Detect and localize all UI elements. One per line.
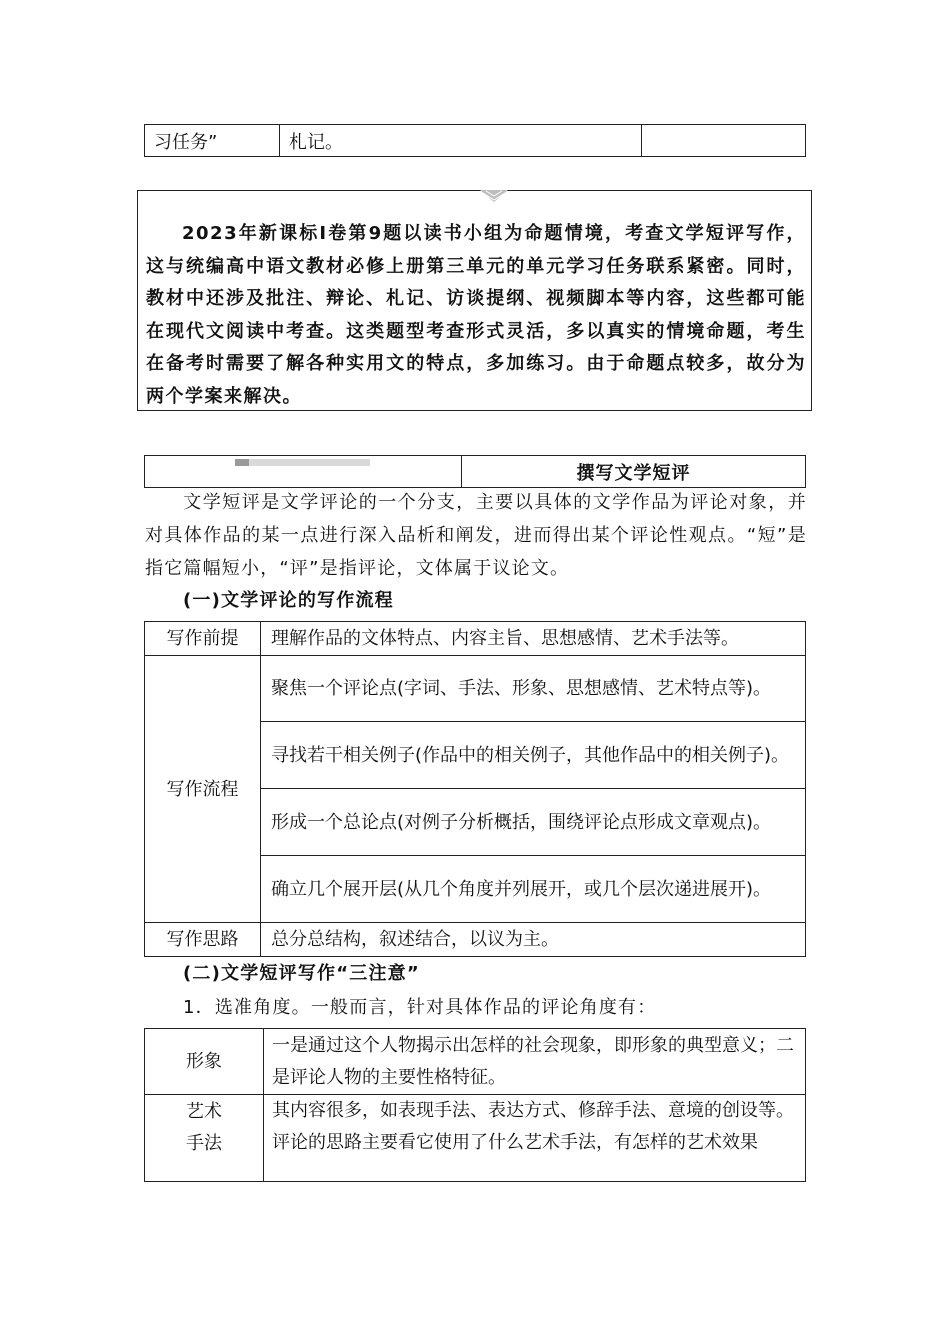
process-step: 确立几个展开层(从几个角度并列展开，或几个层次递进展开)。 [261, 856, 806, 923]
grey-placeholder-bar [235, 459, 370, 466]
process-label: 写作流程 [145, 656, 261, 923]
process-step: 寻找若干相关例子(作品中的相关例子，其他作品中的相关例子)。 [261, 722, 806, 789]
definition-paragraph [145, 486, 807, 585]
idea-text: 总分总结构，叙述结合，以议为主。 [261, 923, 806, 957]
image-text: 一是通过这个人物揭示出怎样的社会现象，即形象的典型意义；二是评论人物的主要性格特征。 [264, 1029, 806, 1095]
art-technique-label [145, 1095, 264, 1182]
premise-text: 理解作品的文体特点、内容主旨、思想感情、艺术手法等。 [261, 622, 806, 656]
label-line: 手法 [186, 1133, 222, 1154]
box-tab-icon [480, 190, 508, 204]
top-table-cell [642, 125, 806, 157]
idea-label: 写作思路 [145, 923, 261, 957]
point-one-text: 1．选准角度。一般而言，针对具体作品的评论角度有： [183, 997, 657, 1018]
intro-text: 2023年新课标Ⅰ卷第9题以读书小组为命题情境，考查文学短评写作，这与统编高中语文教材必修上册第三单元的单元学习任务联系紧密。同时，教材中还涉及批注、辩论、札记、访谈提纲、视频脚本等内容，这些都可能在现代文阅读中考查。这类题型考查形式灵活，多以真实的情境命题，考生在备考时需要了解各种实用文的特点，多加练习。由于命题点较多，故分为两个学案来解决。 [146, 223, 806, 407]
art-technique-text [264, 1095, 806, 1182]
process-step: 聚焦一个评论点(字词、手法、形象、思想感情、艺术特点等)。 [261, 656, 806, 722]
heading-three-notes [145, 957, 807, 990]
heading-text: (一)文学评论的写作流程 [183, 590, 394, 611]
art-technique-line: 其内容很多，如表现手法、表达方式、修辞手法、意境的创设等。 [272, 1100, 794, 1121]
definition-text: 文学短评是文学评论的一个分支，主要以具体的文学作品为评论对象，并对具体作品的某一点进行深入品析和阐发，进而得出某个评论性观点。“短”是指它篇幅短小，“评”是指评论，文体属于议论文。 [145, 492, 807, 579]
top-table-fragment [144, 124, 806, 157]
point-one [145, 991, 807, 1024]
angle-table [144, 1028, 806, 1182]
art-technique-line: 评论的思路主要看它使用了什么艺术手法，有怎样的艺术效果 [272, 1132, 758, 1153]
writing-flow-table [144, 621, 806, 957]
top-table-cell: 札记。 [280, 125, 642, 157]
section-title: 撰写文学短评 [462, 456, 806, 488]
process-step: 形成一个总论点(对例子分析概括，围绕评论点形成文章观点)。 [261, 789, 806, 856]
premise-label: 写作前提 [145, 622, 261, 656]
top-table-cell: 习任务” [145, 125, 280, 157]
label-line: 艺术 [186, 1101, 222, 1122]
intro-box-text [146, 218, 806, 413]
heading-writing-flow [145, 584, 807, 617]
heading-text: (二)文学短评写作“三注意” [183, 963, 420, 984]
image-label: 形象 [145, 1029, 264, 1095]
